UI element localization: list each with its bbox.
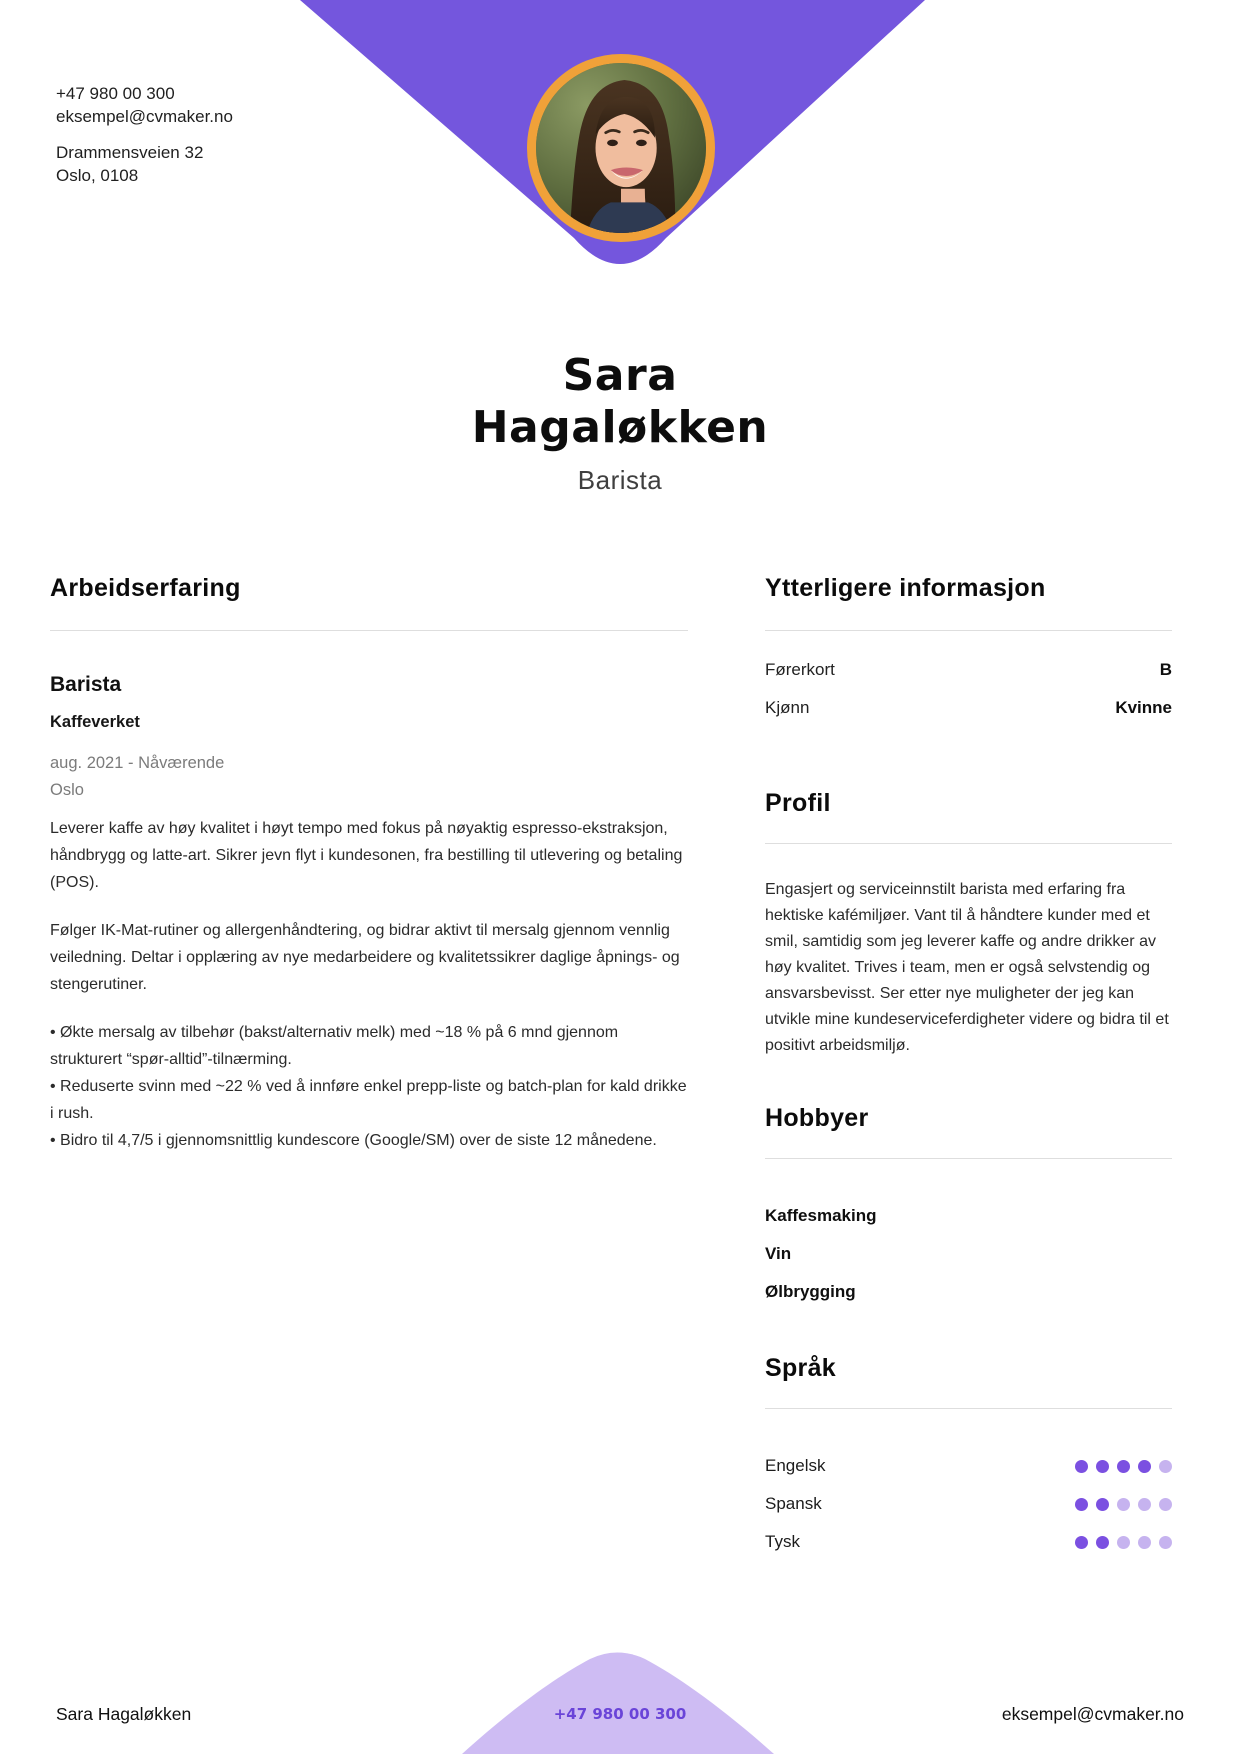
profile-heading: Profil: [765, 789, 831, 817]
section-languages: [765, 1352, 1172, 1561]
language-level-dot: [1117, 1498, 1130, 1511]
contact-address-street: Drammensveien 32: [56, 143, 204, 162]
language-name: Engelsk: [765, 1456, 826, 1475]
section-profile: [765, 787, 1172, 1075]
info-row: [765, 689, 1172, 727]
info-value: B: [1159, 660, 1172, 679]
language-level-dot: [1075, 1498, 1088, 1511]
info-label: Førerkort: [765, 660, 835, 679]
language-level-dot: [1075, 1536, 1088, 1549]
section-divider: [765, 1158, 1172, 1159]
experience-entry: [50, 673, 688, 1154]
contact-phone: +47 980 00 300: [56, 84, 175, 103]
contact-block: [56, 82, 233, 187]
header-name-block: [0, 350, 1240, 496]
section-hobbies: [765, 1102, 1172, 1311]
hobby-item: Kaffesmaking: [765, 1206, 877, 1225]
entry-location: Oslo: [50, 781, 84, 799]
section-divider: [50, 630, 688, 631]
last-name: Hagaløkken: [471, 402, 769, 453]
language-level-dot: [1096, 1498, 1109, 1511]
section-divider: [765, 1408, 1172, 1409]
language-level-dots: [1067, 1536, 1172, 1549]
contact-address-city: Oslo, 0108: [56, 166, 139, 185]
language-row: [765, 1523, 1172, 1561]
hobby-item: Ølbrygging: [765, 1282, 856, 1301]
language-level-dot: [1075, 1460, 1088, 1473]
info-row: [765, 651, 1172, 689]
profile-photo: [527, 54, 715, 242]
footer-name: Sara Hagaløkken: [56, 1704, 192, 1724]
language-level-dot: [1096, 1460, 1109, 1473]
entry-bullet: • Bidro til 4,7/5 i gjennomsnittlig kundescore (Google/SM) over de siste 12 månedene.: [50, 1132, 657, 1149]
language-level-dot: [1159, 1498, 1172, 1511]
section-divider: [765, 630, 1172, 631]
contact-email: eksempel@cvmaker.no: [56, 107, 233, 126]
language-level-dots: [1067, 1498, 1172, 1511]
additional-info-heading: Ytterligere informasjon: [765, 574, 1046, 602]
hobbies-heading: Hobbyer: [765, 1104, 869, 1132]
hobby-item: Vin: [765, 1244, 792, 1263]
footer-phone: +47 980 00 300: [553, 1705, 687, 1723]
language-name: Tysk: [765, 1532, 800, 1551]
first-name: Sara: [562, 350, 678, 401]
language-level-dot: [1138, 1460, 1151, 1473]
info-value: Kvinne: [1115, 698, 1172, 717]
entry-paragraph: Følger IK-Mat-rutiner og allergenhåndtering, og bidrar aktivt til mersalg gjennom vennlig veiledning. Deltar i opplæring av nye medarbeidere og kvalitetssikrer daglige åpnings- og stengerutiner.: [50, 922, 680, 993]
entry-paragraph: Leverer kaffe av høy kvalitet i høyt tempo med fokus på nøyaktig espresso-ekstraksjon, håndbrygg og latte-art. Sikrer jevn flyt i kundesonen, fra bestilling til utlevering og betaling (POS).: [50, 820, 683, 891]
footer-email: eksempel@cvmaker.no: [1001, 1704, 1184, 1724]
language-level-dot: [1138, 1536, 1151, 1549]
language-level-dot: [1096, 1536, 1109, 1549]
language-level-dot: [1117, 1536, 1130, 1549]
language-name: Spansk: [765, 1494, 822, 1513]
language-level-dot: [1117, 1460, 1130, 1473]
language-level-dot: [1159, 1460, 1172, 1473]
profile-text: Engasjert og serviceinnstilt barista med erfaring fra hektiske kafémiljøer. Vant til å håndtere kunder med et smil, samtidig som jeg leverer kaffe og andre drikker av høy kvalitet. Trives i team, men er også selvstendig og ansvarsbevisst. Ser etter nye muligheter der jeg kan utvikle mine kundeserviceferdigheter videre og bidra til et positivt arbeidsmiljø.: [765, 881, 1169, 1054]
entry-bullet: • Reduserte svinn med ~22 % ved å innføre enkel prepp-liste og batch-plan for kald drikke i rush.: [50, 1078, 687, 1122]
language-row: [765, 1447, 1172, 1485]
section-divider: [765, 843, 1172, 844]
entry-company: Kaffeverket: [50, 713, 140, 731]
entry-bullets: [50, 1019, 688, 1154]
entry-bullet: • Økte mersalg av tilbehør (bakst/alternativ melk) med ~18 % på 6 mnd gjennom strukturert “spør-alltid”-tilnærming.: [50, 1024, 619, 1068]
footer-accent-shape: [0, 1644, 1240, 1754]
section-additional-info: [765, 572, 1172, 727]
language-level-dots: [1067, 1460, 1172, 1473]
experience-heading: Arbeidserfaring: [50, 574, 241, 602]
job-title: Barista: [577, 465, 663, 495]
language-level-dot: [1138, 1498, 1151, 1511]
entry-period: aug. 2021 - Nåværende: [50, 754, 225, 772]
language-level-dot: [1159, 1536, 1172, 1549]
info-label: Kjønn: [765, 698, 810, 717]
section-experience: [50, 572, 688, 1154]
entry-job-title: Barista: [50, 673, 122, 696]
language-row: [765, 1485, 1172, 1523]
languages-heading: Språk: [765, 1354, 836, 1382]
